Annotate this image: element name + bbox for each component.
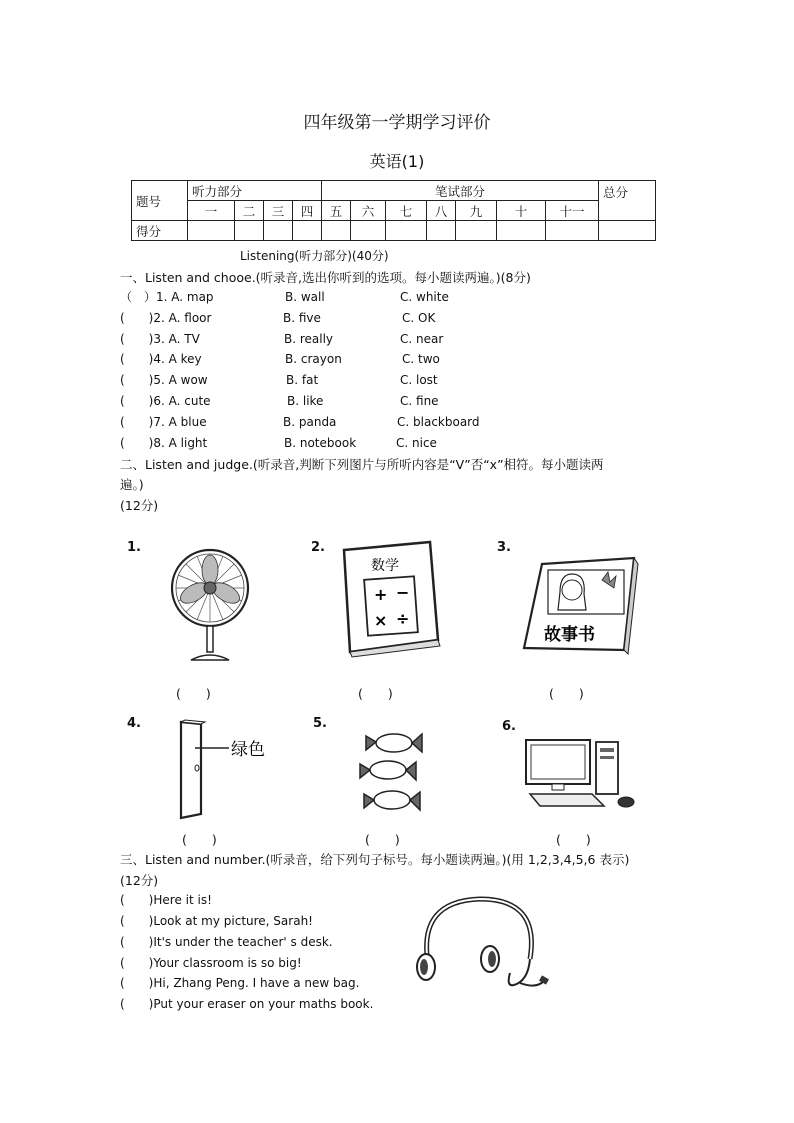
option-b: B. panda <box>283 415 337 429</box>
candy-icon <box>360 722 440 817</box>
option-b: B. really <box>284 332 334 346</box>
section2-heading-cont: 遍。) <box>120 477 144 492</box>
picture-label: 1. <box>127 540 141 555</box>
option-c: C. two <box>402 352 440 366</box>
headphones-icon <box>410 893 560 993</box>
list-item[interactable]: ( )3. A. TV <box>120 332 200 346</box>
table-cell: 六 <box>351 201 386 221</box>
option-c: C. lost <box>400 373 438 387</box>
door-icon <box>175 718 285 818</box>
table-cell: 八 <box>427 201 456 221</box>
option-c: C. blackboard <box>397 415 480 429</box>
answer-paren[interactable]: ( ) <box>556 832 591 847</box>
table-cell: 三 <box>264 201 293 221</box>
table-cell: 四 <box>293 201 322 221</box>
story-book-icon <box>522 558 642 658</box>
table-cell: 九 <box>456 201 497 221</box>
list-item[interactable]: ( )5. A wow <box>120 373 208 387</box>
math-book-icon <box>338 540 448 660</box>
list-item[interactable]: ( )It's under the teacher' s desk. <box>120 935 333 949</box>
picture-label: 2. <box>311 540 325 555</box>
option-c: C. near <box>400 332 444 346</box>
section2-heading: 二、Listen and judge.(听录音,判断下列图片与所听内容是“V”否“x”相符。每小题读两 <box>120 457 604 472</box>
fan-icon <box>165 538 265 668</box>
math-symbol: − <box>396 583 410 602</box>
table-cell: 总分 <box>599 181 656 221</box>
picture-label: 4. <box>127 716 141 731</box>
table-cell: 十一 <box>546 201 599 221</box>
table-cell: 听力部分 <box>188 181 322 201</box>
answer-paren[interactable]: ( ) <box>182 832 217 847</box>
answer-paren[interactable]: ( ) <box>549 686 584 701</box>
book-title-story: 故事书 <box>544 625 595 645</box>
book-title-math: 数学 <box>371 558 399 574</box>
table-cell: 五 <box>322 201 351 221</box>
picture-label: 3. <box>497 540 511 555</box>
section3-heading: 三、Listen and number.(听录音，给下列句子标号。每小题读两遍。)(用 1,2,3,4,5,6 表示) <box>120 852 630 867</box>
score-table <box>131 180 656 241</box>
listening-header: Listening(听力部分)(40分) <box>240 249 389 263</box>
list-item[interactable]: ( )2. A. floor <box>120 311 212 325</box>
table-cell: 二 <box>235 201 264 221</box>
option-b: B. crayon <box>285 352 342 366</box>
math-symbol: × <box>374 611 388 630</box>
door-color-label: 绿色 <box>231 740 265 760</box>
list-item[interactable]: ( )7. A blue <box>120 415 207 429</box>
page-title: 四年级第一学期学习评价 <box>303 113 491 133</box>
table-cell: 十 <box>497 201 546 221</box>
section2-points: (12分) <box>120 498 159 513</box>
table-cell: 笔试部分 <box>322 181 599 201</box>
option-b: B. five <box>283 311 321 325</box>
math-symbol: ÷ <box>396 609 410 628</box>
table-cell: 题号 <box>132 181 188 221</box>
option-c: C. OK <box>402 311 436 325</box>
table-cell: 一 <box>188 201 235 221</box>
picture-label: 5. <box>313 716 327 731</box>
option-c: C. nice <box>396 436 437 450</box>
page-subtitle: 英语(1) <box>369 152 425 171</box>
section1-heading: 一、Listen and chooe.(听录音,选出你听到的选项。每小题读两遍。)(8分) <box>120 270 531 285</box>
picture-label: 6. <box>502 719 516 734</box>
table-cell: 七 <box>386 201 427 221</box>
answer-paren[interactable]: ( ) <box>358 686 393 701</box>
list-item[interactable]: ( )Hi, Zhang Peng. I have a new bag. <box>120 976 360 990</box>
list-item[interactable]: ( )6. A. cute <box>120 394 211 408</box>
math-symbol: + <box>374 585 388 604</box>
list-item[interactable]: ( )Your classroom is so big! <box>120 956 302 970</box>
list-item[interactable]: ( )8. A light <box>120 436 208 450</box>
list-item[interactable]: ( )4. A key <box>120 352 202 366</box>
option-c: C. fine <box>400 394 439 408</box>
answer-paren[interactable]: ( ) <box>176 686 211 701</box>
option-b: B. wall <box>285 290 325 304</box>
list-item[interactable]: （ ）1. A. map <box>120 290 214 304</box>
computer-icon <box>522 736 642 816</box>
answer-paren[interactable]: ( ) <box>365 832 400 847</box>
option-c: C. white <box>400 290 449 304</box>
list-item[interactable]: ( )Here it is! <box>120 893 212 907</box>
table-cell: 得分 <box>132 221 188 241</box>
option-b: B. like <box>287 394 324 408</box>
section3-points: (12分) <box>120 873 159 888</box>
list-item[interactable]: ( )Put your eraser on your maths book. <box>120 997 374 1011</box>
option-b: B. fat <box>286 373 319 387</box>
list-item[interactable]: ( )Look at my picture, Sarah! <box>120 914 313 928</box>
option-b: B. notebook <box>284 436 357 450</box>
